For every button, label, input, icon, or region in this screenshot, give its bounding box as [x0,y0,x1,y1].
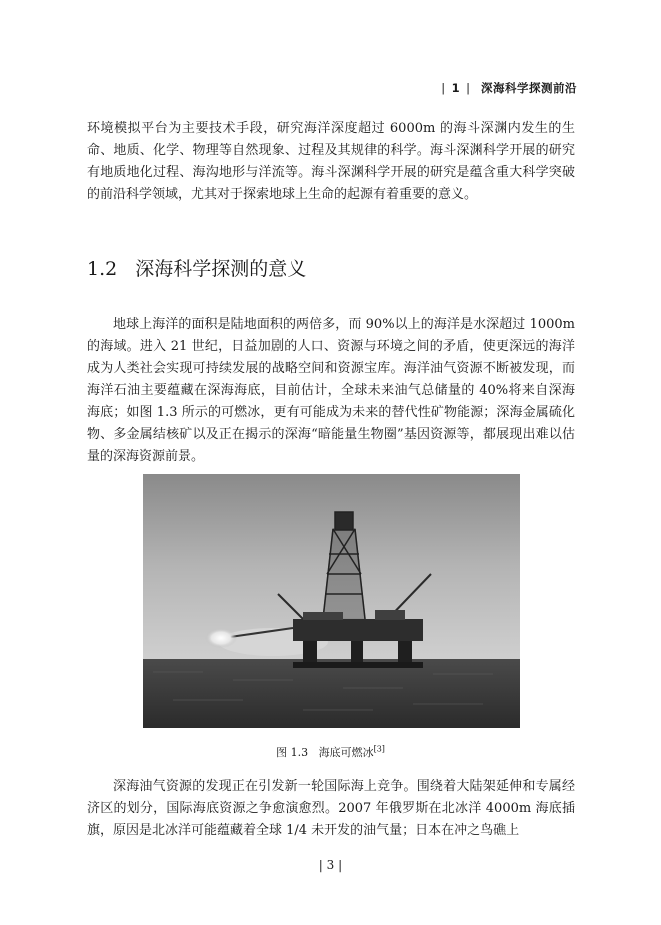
chapter-number: 1 [451,81,461,95]
running-header [435,80,577,96]
section-number: 1.2 [87,258,118,280]
caption-text: 海底可燃冰 [318,746,374,759]
section-title: 深海科学探测的意义 [135,258,307,280]
figure-photo-oil-rig [143,474,520,728]
sea [143,659,520,728]
oil-rig-photo [143,474,520,728]
paragraph-intro-continuation: 环境模拟平台为主要技术手段，研究海洋深度超过 6000m 的海斗深渊内发生的生命、地质、化学、物理等自然现象、过程及其规律的科学。海斗深渊科学开展的研究有地质地化过程、海沟地形与洋流等。海斗深渊科学开展的研究是蕴含重大科学突破的前沿科学领域，尤其对于探索地球上生命的起源有着重要的意义。 [87,121,575,202]
section-heading [87,254,306,281]
gas-flare [205,628,237,648]
paragraph-resources: 地球上海洋的面积是陆地面积的两倍多，而 90%以上的海洋是水深超过 1000m 的海域。进入 21 世纪，日益加剧的人口、资源与环境之间的矛盾，使更深远的海洋成为人类社会实现可持续发展的战略空间和资源宝库。海洋油气资源不断被发现，而海洋石油主要蕴藏在深海海底，目前估计，全球未来油气总储量的 40%将来自深海海底；如图 1.3 所示的可燃冰，更有可能成为未来的替代性矿物能源；深海金属硫化物、多金属结核矿以及正在揭示的深海“暗能量生物圈”基因资源等，都展现出难以估量的深海资源前景。 [87,317,575,464]
figure-caption [0,744,661,760]
header-divider: | [441,81,446,95]
chapter-title: 深海科学探测前沿 [481,81,577,95]
page-number-divider: | [338,858,343,872]
page-number-divider: | [318,858,323,872]
rig-pontoon [293,662,423,668]
caption-reference[interactable]: [3] [373,744,385,754]
page-number [0,858,661,872]
caption-label: 图 1.3 [276,746,309,759]
paragraph-competition: 深海油气资源的发现正在引发新一轮国际海上竞争。围绕着大陆架延伸和专属经济区的划分，国际海底资源之争愈演愈烈。2007 年俄罗斯在北冰洋 4000m 海底插旗，原因是北冰洋可能蕴藏着全球 1/4 未开发的油气量；日本在冲之鸟礁上 [87,779,575,838]
page-number-value: 3 [326,858,335,872]
header-divider: | [466,81,471,95]
